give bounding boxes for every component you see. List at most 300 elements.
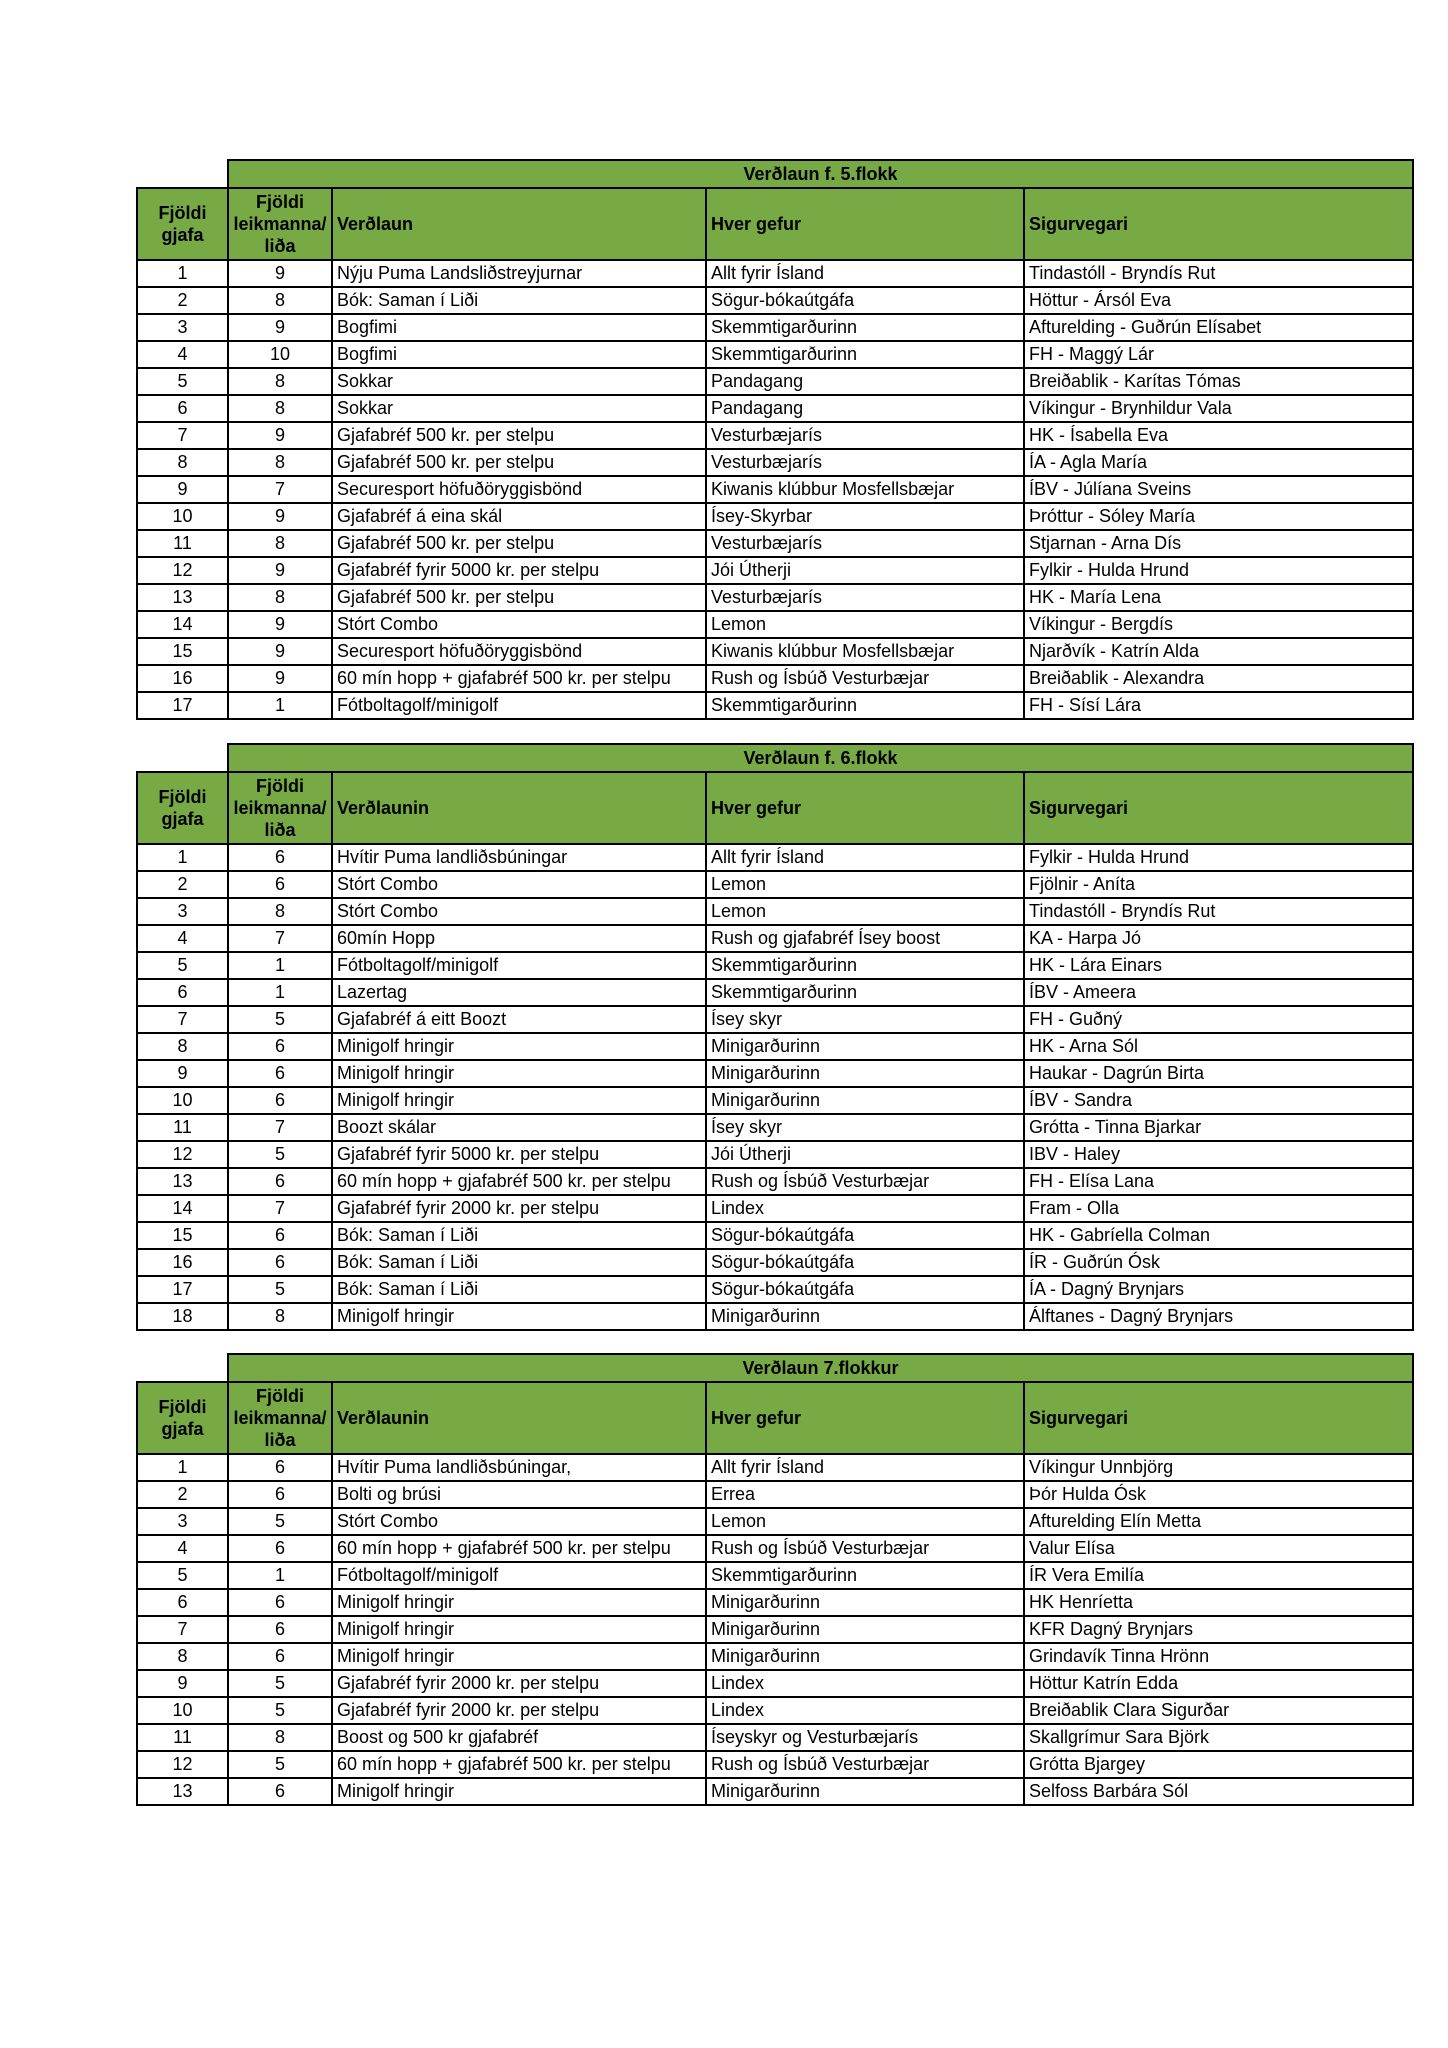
members-cell: 6: [228, 1643, 332, 1670]
winner-cell: IBV - Haley: [1024, 1141, 1413, 1168]
giver-cell: Skemmtigarðurinn: [706, 1562, 1024, 1589]
winner-cell: FH - Sísí Lára: [1024, 692, 1413, 719]
members-cell: 5: [228, 1697, 332, 1724]
members-cell: 5: [228, 1276, 332, 1303]
winner-cell: HK - Lára Einars: [1024, 952, 1413, 979]
prize-cell: Gjafabréf fyrir 2000 kr. per stelpu: [332, 1670, 706, 1697]
members-cell: 9: [228, 638, 332, 665]
giver-cell: Lemon: [706, 871, 1024, 898]
prize-cell: Minigolf hringir: [332, 1303, 706, 1330]
winner-cell: Fram - Olla: [1024, 1195, 1413, 1222]
giver-cell: Rush og gjafabréf Ísey boost: [706, 925, 1024, 952]
giver-cell: Lemon: [706, 1508, 1024, 1535]
giver-cell: Rush og Ísbúð Vesturbæjar: [706, 665, 1024, 692]
table-row: [137, 1535, 1413, 1562]
winner-cell: HK - María Lena: [1024, 584, 1413, 611]
count-cell: 14: [137, 611, 228, 638]
table-row: [137, 1616, 1413, 1643]
giver-cell: Pandagang: [706, 395, 1024, 422]
table-row: [137, 1114, 1413, 1141]
prize-cell: Securesport höfuðöryggisbönd: [332, 638, 706, 665]
header-row: [137, 1382, 1413, 1454]
winner-cell: HK Henríetta: [1024, 1589, 1413, 1616]
prize-cell: Gjafabréf á eitt Boozt: [332, 1006, 706, 1033]
header-members: Fjöldi leikmanna/ liða: [228, 772, 332, 844]
count-cell: 10: [137, 1087, 228, 1114]
table-row: [137, 1670, 1413, 1697]
giver-cell: Minigarðurinn: [706, 1778, 1024, 1805]
prize-cell: Gjafabréf 500 kr. per stelpu: [332, 422, 706, 449]
count-cell: 2: [137, 287, 228, 314]
table-row: [137, 952, 1413, 979]
members-cell: 1: [228, 692, 332, 719]
members-cell: 6: [228, 1033, 332, 1060]
count-cell: 9: [137, 1060, 228, 1087]
count-cell: 11: [137, 1114, 228, 1141]
members-cell: 6: [228, 1616, 332, 1643]
winner-cell: Þróttur - Sóley María: [1024, 503, 1413, 530]
count-cell: 7: [137, 1006, 228, 1033]
prize-cell: Boozt skálar: [332, 1114, 706, 1141]
members-cell: 7: [228, 1195, 332, 1222]
prize-cell: Bók: Saman í Liði: [332, 1249, 706, 1276]
count-cell: 3: [137, 314, 228, 341]
table-row: [137, 979, 1413, 1006]
prize-cell: 60mín Hopp: [332, 925, 706, 952]
table-row: [137, 1778, 1413, 1805]
prize-cell: Minigolf hringir: [332, 1643, 706, 1670]
members-cell: 1: [228, 1562, 332, 1589]
giver-cell: Minigarðurinn: [706, 1643, 1024, 1670]
prize-cell: Gjafabréf 500 kr. per stelpu: [332, 449, 706, 476]
table-title: Verðlaun f. 5.flokk: [228, 160, 1413, 188]
giver-cell: Lindex: [706, 1670, 1024, 1697]
count-cell: 2: [137, 1481, 228, 1508]
winner-cell: Breiðablik - Alexandra: [1024, 665, 1413, 692]
winner-cell: Breiðablik Clara Sigurðar: [1024, 1697, 1413, 1724]
winner-cell: Þór Hulda Ósk: [1024, 1481, 1413, 1508]
winner-cell: Afturelding Elín Metta: [1024, 1508, 1413, 1535]
giver-cell: Allt fyrir Ísland: [706, 844, 1024, 871]
table-row: [137, 1562, 1413, 1589]
members-cell: 8: [228, 530, 332, 557]
members-cell: 6: [228, 844, 332, 871]
members-cell: 5: [228, 1508, 332, 1535]
winner-cell: HK - Ísabella Eva: [1024, 422, 1413, 449]
count-cell: 5: [137, 368, 228, 395]
count-cell: 13: [137, 1168, 228, 1195]
giver-cell: Sögur-bókaútgáfa: [706, 1276, 1024, 1303]
prize-cell: Sokkar: [332, 368, 706, 395]
members-cell: 6: [228, 1168, 332, 1195]
winner-cell: Grindavík Tinna Hrönn: [1024, 1643, 1413, 1670]
winner-cell: FH - Guðný: [1024, 1006, 1413, 1033]
giver-cell: Ísey skyr: [706, 1114, 1024, 1141]
table-row: [137, 638, 1413, 665]
table-row: [137, 871, 1413, 898]
count-cell: 3: [137, 898, 228, 925]
count-cell: 5: [137, 952, 228, 979]
giver-cell: Skemmtigarðurinn: [706, 979, 1024, 1006]
giver-cell: Ísey-Skyrbar: [706, 503, 1024, 530]
prize-cell: Minigolf hringir: [332, 1033, 706, 1060]
winner-cell: HK - Gabríella Colman: [1024, 1222, 1413, 1249]
members-cell: 8: [228, 395, 332, 422]
blank-corner: [137, 1354, 228, 1382]
giver-cell: Skemmtigarðurinn: [706, 314, 1024, 341]
table-row: [137, 1195, 1413, 1222]
prize-cell: 60 mín hopp + gjafabréf 500 kr. per stelpu: [332, 1168, 706, 1195]
count-cell: 18: [137, 1303, 228, 1330]
members-cell: 8: [228, 1303, 332, 1330]
count-cell: 5: [137, 1562, 228, 1589]
members-cell: 6: [228, 1060, 332, 1087]
members-cell: 8: [228, 287, 332, 314]
table-row: [137, 1454, 1413, 1481]
count-cell: 12: [137, 557, 228, 584]
giver-cell: Allt fyrir Ísland: [706, 260, 1024, 287]
count-cell: 4: [137, 341, 228, 368]
blank-corner: [137, 744, 228, 772]
members-cell: 6: [228, 1481, 332, 1508]
giver-cell: Sögur-bókaútgáfa: [706, 1249, 1024, 1276]
table-row: [137, 449, 1413, 476]
count-cell: 11: [137, 530, 228, 557]
header-winner: Sigurvegari: [1024, 1382, 1413, 1454]
count-cell: 8: [137, 449, 228, 476]
members-cell: 5: [228, 1751, 332, 1778]
table-row: [137, 1276, 1413, 1303]
prize-cell: Gjafabréf á eina skál: [332, 503, 706, 530]
prize-cell: Stórt Combo: [332, 871, 706, 898]
table-row: [137, 1168, 1413, 1195]
header-winner: Sigurvegari: [1024, 772, 1413, 844]
table-row: [137, 611, 1413, 638]
table-row: [137, 1033, 1413, 1060]
table-row: [137, 665, 1413, 692]
giver-cell: Jói Útherji: [706, 557, 1024, 584]
table-title-row: [137, 160, 1413, 188]
table-title-row: [137, 1354, 1413, 1382]
table-row: [137, 503, 1413, 530]
winner-cell: FH - Maggý Lár: [1024, 341, 1413, 368]
table-row: [137, 1589, 1413, 1616]
members-cell: 6: [228, 1535, 332, 1562]
giver-cell: Minigarðurinn: [706, 1087, 1024, 1114]
header-members: Fjöldi leikmanna/ liða: [228, 1382, 332, 1454]
winner-cell: ÍBV - Júlíana Sveins: [1024, 476, 1413, 503]
table-row: [137, 341, 1413, 368]
table-row: [137, 422, 1413, 449]
winner-cell: ÍR Vera Emilía: [1024, 1562, 1413, 1589]
table-row: [137, 314, 1413, 341]
table-row: [137, 287, 1413, 314]
giver-cell: Errea: [706, 1481, 1024, 1508]
prize-cell: Bogfimi: [332, 341, 706, 368]
prize-cell: 60 mín hopp + gjafabréf 500 kr. per stelpu: [332, 1751, 706, 1778]
prize-cell: Stórt Combo: [332, 1508, 706, 1535]
members-cell: 6: [228, 1249, 332, 1276]
header-count: Fjöldi gjafa: [137, 1382, 228, 1454]
giver-cell: Lemon: [706, 898, 1024, 925]
prize-cell: Stórt Combo: [332, 898, 706, 925]
prize-cell: Minigolf hringir: [332, 1589, 706, 1616]
winner-cell: Höttur - Ársól Eva: [1024, 287, 1413, 314]
prize-cell: Bolti og brúsi: [332, 1481, 706, 1508]
count-cell: 14: [137, 1195, 228, 1222]
members-cell: 6: [228, 1454, 332, 1481]
table-row: [137, 1249, 1413, 1276]
members-cell: 9: [228, 557, 332, 584]
count-cell: 1: [137, 260, 228, 287]
giver-cell: Vesturbæjarís: [706, 530, 1024, 557]
count-cell: 17: [137, 692, 228, 719]
count-cell: 12: [137, 1141, 228, 1168]
table-row: [137, 1643, 1413, 1670]
winner-cell: Tindastóll - Bryndís Rut: [1024, 260, 1413, 287]
winner-cell: Fylkir - Hulda Hrund: [1024, 557, 1413, 584]
giver-cell: Rush og Ísbúð Vesturbæjar: [706, 1535, 1024, 1562]
members-cell: 5: [228, 1670, 332, 1697]
table-row: [137, 1303, 1413, 1330]
winner-cell: ÍBV - Sandra: [1024, 1087, 1413, 1114]
winner-cell: Breiðablik - Karítas Tómas: [1024, 368, 1413, 395]
header-winner: Sigurvegari: [1024, 188, 1413, 260]
members-cell: 7: [228, 925, 332, 952]
winner-cell: Grótta - Tinna Bjarkar: [1024, 1114, 1413, 1141]
table-row: [137, 1481, 1413, 1508]
giver-cell: Vesturbæjarís: [706, 422, 1024, 449]
giver-cell: Skemmtigarðurinn: [706, 692, 1024, 719]
prize-cell: 60 mín hopp + gjafabréf 500 kr. per stelpu: [332, 665, 706, 692]
table-row: [137, 1087, 1413, 1114]
prize-cell: Minigolf hringir: [332, 1087, 706, 1114]
header-count: Fjöldi gjafa: [137, 188, 228, 260]
table-row: [137, 898, 1413, 925]
winner-cell: Höttur Katrín Edda: [1024, 1670, 1413, 1697]
count-cell: 6: [137, 395, 228, 422]
prize-cell: Hvítir Puma landliðsbúningar: [332, 844, 706, 871]
giver-cell: Minigarðurinn: [706, 1616, 1024, 1643]
prize-cell: Gjafabréf fyrir 5000 kr. per stelpu: [332, 557, 706, 584]
header-members: Fjöldi leikmanna/ liða: [228, 188, 332, 260]
count-cell: 8: [137, 1643, 228, 1670]
count-cell: 4: [137, 1535, 228, 1562]
members-cell: 5: [228, 1006, 332, 1033]
giver-cell: Skemmtigarðurinn: [706, 341, 1024, 368]
winner-cell: ÍBV - Ameera: [1024, 979, 1413, 1006]
count-cell: 11: [137, 1724, 228, 1751]
count-cell: 9: [137, 1670, 228, 1697]
prize-cell: Bók: Saman í Liði: [332, 1222, 706, 1249]
giver-cell: Minigarðurinn: [706, 1060, 1024, 1087]
giver-cell: Allt fyrir Ísland: [706, 1454, 1024, 1481]
giver-cell: Minigarðurinn: [706, 1589, 1024, 1616]
header-row: [137, 188, 1413, 260]
prize-cell: Bogfimi: [332, 314, 706, 341]
prize-cell: Minigolf hringir: [332, 1060, 706, 1087]
winner-cell: Selfoss Barbára Sól: [1024, 1778, 1413, 1805]
giver-cell: Kiwanis klúbbur Mosfellsbæjar: [706, 476, 1024, 503]
giver-cell: Lemon: [706, 611, 1024, 638]
table-row: [137, 368, 1413, 395]
table-title: Verðlaun 7.flokkur: [228, 1354, 1413, 1382]
count-cell: 13: [137, 584, 228, 611]
prize-cell: Gjafabréf fyrir 2000 kr. per stelpu: [332, 1195, 706, 1222]
giver-cell: Skemmtigarðurinn: [706, 952, 1024, 979]
winner-cell: Fylkir - Hulda Hrund: [1024, 844, 1413, 871]
winner-cell: Víkingur Unnbjörg: [1024, 1454, 1413, 1481]
members-cell: 6: [228, 871, 332, 898]
table-row: [137, 1508, 1413, 1535]
giver-cell: Sögur-bókaútgáfa: [706, 1222, 1024, 1249]
prize-cell: Bók: Saman í Liði: [332, 287, 706, 314]
members-cell: 7: [228, 1114, 332, 1141]
count-cell: 9: [137, 476, 228, 503]
prize-cell: Fótboltagolf/minigolf: [332, 692, 706, 719]
winner-cell: ÍA - Dagný Brynjars: [1024, 1276, 1413, 1303]
winner-cell: KA - Harpa Jó: [1024, 925, 1413, 952]
header-prize: Verðlaunin: [332, 1382, 706, 1454]
count-cell: 12: [137, 1751, 228, 1778]
giver-cell: Jói Útherji: [706, 1141, 1024, 1168]
members-cell: 9: [228, 422, 332, 449]
members-cell: 5: [228, 1141, 332, 1168]
table-row: [137, 530, 1413, 557]
members-cell: 9: [228, 665, 332, 692]
prize-cell: Nýju Puma Landsliðstreyjurnar: [332, 260, 706, 287]
giver-cell: Íseyskyr og Vesturbæjarís: [706, 1724, 1024, 1751]
header-giver: Hver gefur: [706, 772, 1024, 844]
members-cell: 9: [228, 503, 332, 530]
table-row: [137, 395, 1413, 422]
prize-cell: Gjafabréf 500 kr. per stelpu: [332, 584, 706, 611]
members-cell: 6: [228, 1589, 332, 1616]
prize-table: [136, 159, 1414, 720]
table-row: [137, 1751, 1413, 1778]
count-cell: 8: [137, 1033, 228, 1060]
prize-cell: Boost og 500 kr gjafabréf: [332, 1724, 706, 1751]
table-row: [137, 844, 1413, 871]
table-row: [137, 584, 1413, 611]
count-cell: 15: [137, 638, 228, 665]
table-row: [137, 1060, 1413, 1087]
count-cell: 7: [137, 422, 228, 449]
table-row: [137, 1724, 1413, 1751]
giver-cell: Sögur-bókaútgáfa: [706, 287, 1024, 314]
prize-cell: Stórt Combo: [332, 611, 706, 638]
giver-cell: Minigarðurinn: [706, 1303, 1024, 1330]
winner-cell: Fjölnir - Aníta: [1024, 871, 1413, 898]
count-cell: 10: [137, 1697, 228, 1724]
table-row: [137, 692, 1413, 719]
giver-cell: Pandagang: [706, 368, 1024, 395]
members-cell: 1: [228, 979, 332, 1006]
members-cell: 9: [228, 611, 332, 638]
table-row: [137, 1697, 1413, 1724]
giver-cell: Vesturbæjarís: [706, 449, 1024, 476]
members-cell: 6: [228, 1222, 332, 1249]
count-cell: 4: [137, 925, 228, 952]
header-prize: Verðlaunin: [332, 772, 706, 844]
prize-cell: Minigolf hringir: [332, 1616, 706, 1643]
giver-cell: Rush og Ísbúð Vesturbæjar: [706, 1751, 1024, 1778]
count-cell: 10: [137, 503, 228, 530]
prize-cell: 60 mín hopp + gjafabréf 500 kr. per stelpu: [332, 1535, 706, 1562]
count-cell: 6: [137, 979, 228, 1006]
members-cell: 9: [228, 260, 332, 287]
table-row: [137, 260, 1413, 287]
table-row: [137, 1141, 1413, 1168]
members-cell: 9: [228, 314, 332, 341]
header-row: [137, 772, 1413, 844]
count-cell: 6: [137, 1589, 228, 1616]
count-cell: 2: [137, 871, 228, 898]
prize-cell: Fótboltagolf/minigolf: [332, 952, 706, 979]
winner-cell: Víkingur - Brynhildur Vala: [1024, 395, 1413, 422]
giver-cell: Lindex: [706, 1697, 1024, 1724]
table-row: [137, 1222, 1413, 1249]
prize-cell: Fótboltagolf/minigolf: [332, 1562, 706, 1589]
winner-cell: Álftanes - Dagný Brynjars: [1024, 1303, 1413, 1330]
members-cell: 6: [228, 1778, 332, 1805]
prize-table: [136, 1353, 1414, 1806]
blank-corner: [137, 160, 228, 188]
count-cell: 1: [137, 1454, 228, 1481]
winner-cell: Valur Elísa: [1024, 1535, 1413, 1562]
giver-cell: Lindex: [706, 1195, 1024, 1222]
count-cell: 16: [137, 665, 228, 692]
winner-cell: HK - Arna Sól: [1024, 1033, 1413, 1060]
count-cell: 7: [137, 1616, 228, 1643]
prize-cell: Gjafabréf fyrir 5000 kr. per stelpu: [332, 1141, 706, 1168]
winner-cell: Stjarnan - Arna Dís: [1024, 530, 1413, 557]
winner-cell: Grótta Bjargey: [1024, 1751, 1413, 1778]
members-cell: 8: [228, 898, 332, 925]
prize-cell: Gjafabréf fyrir 2000 kr. per stelpu: [332, 1697, 706, 1724]
prize-table: [136, 743, 1414, 1331]
table-row: [137, 925, 1413, 952]
header-count: Fjöldi gjafa: [137, 772, 228, 844]
header-giver: Hver gefur: [706, 188, 1024, 260]
prize-cell: Gjafabréf 500 kr. per stelpu: [332, 530, 706, 557]
winner-cell: KFR Dagný Brynjars: [1024, 1616, 1413, 1643]
winner-cell: Víkingur - Bergdís: [1024, 611, 1413, 638]
winner-cell: FH - Elísa Lana: [1024, 1168, 1413, 1195]
prize-cell: Minigolf hringir: [332, 1778, 706, 1805]
table-title: Verðlaun f. 6.flokk: [228, 744, 1413, 772]
winner-cell: ÍA - Agla María: [1024, 449, 1413, 476]
count-cell: 3: [137, 1508, 228, 1535]
winner-cell: Tindastóll - Bryndís Rut: [1024, 898, 1413, 925]
giver-cell: Rush og Ísbúð Vesturbæjar: [706, 1168, 1024, 1195]
giver-cell: Minigarðurinn: [706, 1033, 1024, 1060]
members-cell: 8: [228, 368, 332, 395]
header-prize: Verðlaun: [332, 188, 706, 260]
members-cell: 10: [228, 341, 332, 368]
table-row: [137, 1006, 1413, 1033]
giver-cell: Vesturbæjarís: [706, 584, 1024, 611]
count-cell: 13: [137, 1778, 228, 1805]
count-cell: 15: [137, 1222, 228, 1249]
prize-cell: Sokkar: [332, 395, 706, 422]
members-cell: 7: [228, 476, 332, 503]
giver-cell: Ísey skyr: [706, 1006, 1024, 1033]
members-cell: 8: [228, 584, 332, 611]
prize-cell: Securesport höfuðöryggisbönd: [332, 476, 706, 503]
members-cell: 6: [228, 1087, 332, 1114]
members-cell: 8: [228, 449, 332, 476]
